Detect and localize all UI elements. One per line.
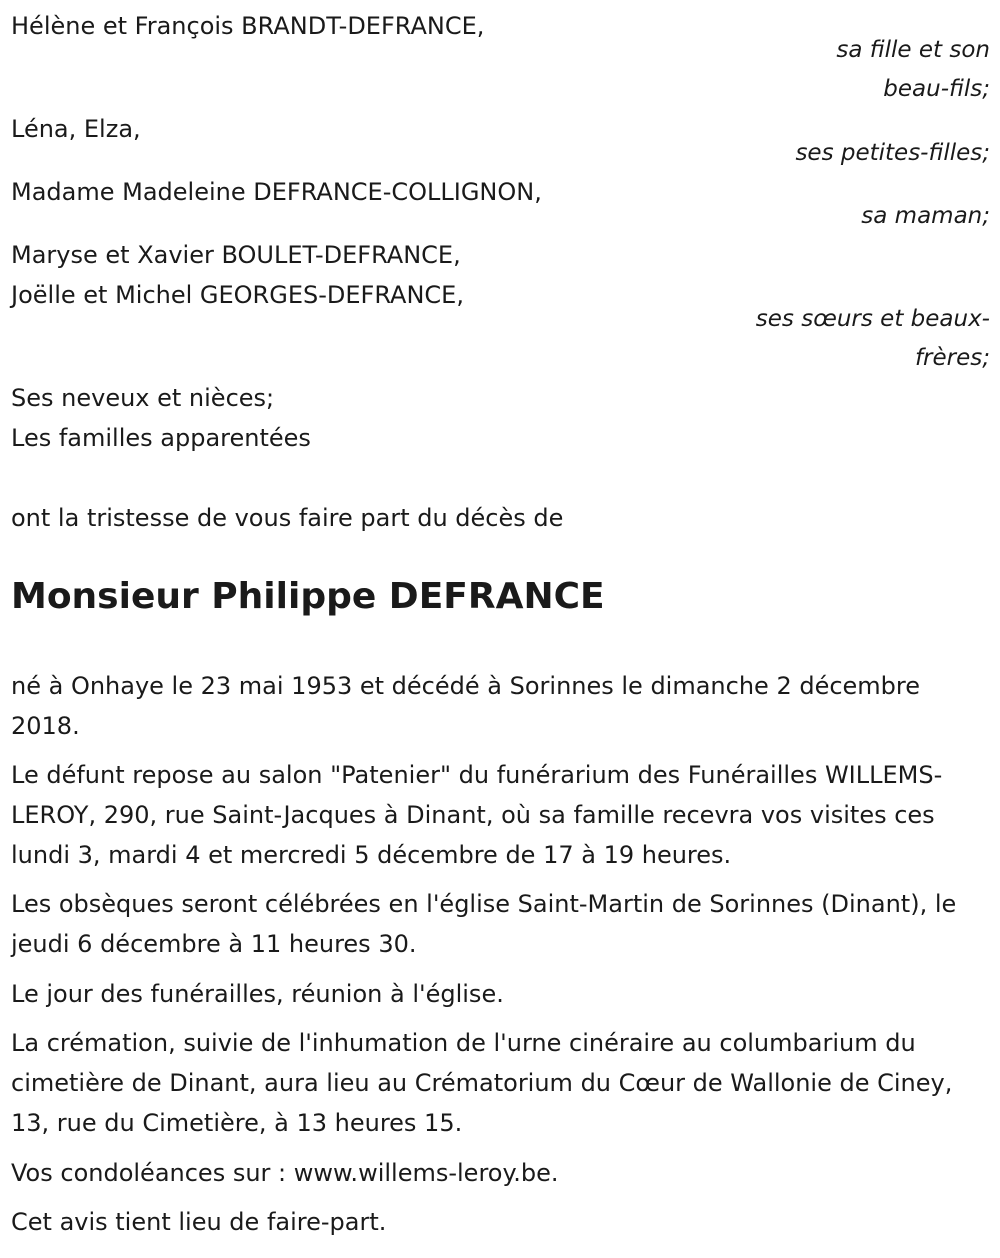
notice-paragraph: Cet avis tient lieu de faire-part. <box>11 1208 387 1236</box>
visitation-paragraph: Le défunt repose au salon "Patenier" du funérarium des Funérailles WILLEMS-LEROY, 290, rue Saint-Jacques à Dinant, où sa famille recevra vos visites ces lundi 3, mardi 4 et mercredi 5 décembre de 17 à 19 heures. <box>11 761 943 869</box>
family-names-boulet: Maryse et Xavier BOULET-DEFRANCE, <box>11 241 461 269</box>
relation-sisters-line-2: frères; <box>914 345 990 371</box>
birth-death-paragraph: né à Onhaye le 23 mai 1953 et décédé à Sorinnes le dimanche 2 décembre 2018. <box>11 672 921 740</box>
relation-mother: sa maman; <box>861 203 990 229</box>
family-names-mother: Madame Madeleine DEFRANCE-COLLIGNON, <box>11 178 542 206</box>
deceased-name: Monsieur Philippe DEFRANCE <box>11 576 605 617</box>
relation-daughter-line-2: beau-fils; <box>883 76 990 102</box>
relation-sisters-line-1: ses sœurs et beaux- <box>755 306 990 332</box>
meeting-paragraph: Le jour des funérailles, réunion à l'église. <box>11 980 504 1008</box>
announcement-text: ont la tristesse de vous faire part du décès de <box>11 504 564 532</box>
relation-daughter-line-1: sa fille et son <box>836 37 990 63</box>
family-names-brandt: Hélène et François BRANDT-DEFRANCE, <box>11 12 485 40</box>
family-names-granddaughters: Léna, Elza, <box>11 115 141 143</box>
cremation-paragraph: La crémation, suivie de l'inhumation de l'urne cinéraire au columbarium du cimetière de Dinant, aura lieu au Crématorium du Cœur de Wallonie de Ciney, 13, rue du Cimetière, à 13 heures 15. <box>11 1029 953 1137</box>
related-families: Les familles apparentées <box>11 424 311 452</box>
relation-granddaughters: ses petites-filles; <box>795 140 990 166</box>
funeral-paragraph: Les obsèques seront célébrées en l'église Saint-Martin de Sorinnes (Dinant), le jeudi 6 décembre à 11 heures 30. <box>11 890 957 958</box>
condolences-paragraph: Vos condoléances sur : www.willems-leroy.be. <box>11 1159 559 1187</box>
nephews-nieces: Ses neveux et nièces; <box>11 384 275 412</box>
family-names-georges: Joëlle et Michel GEORGES-DEFRANCE, <box>11 281 464 309</box>
